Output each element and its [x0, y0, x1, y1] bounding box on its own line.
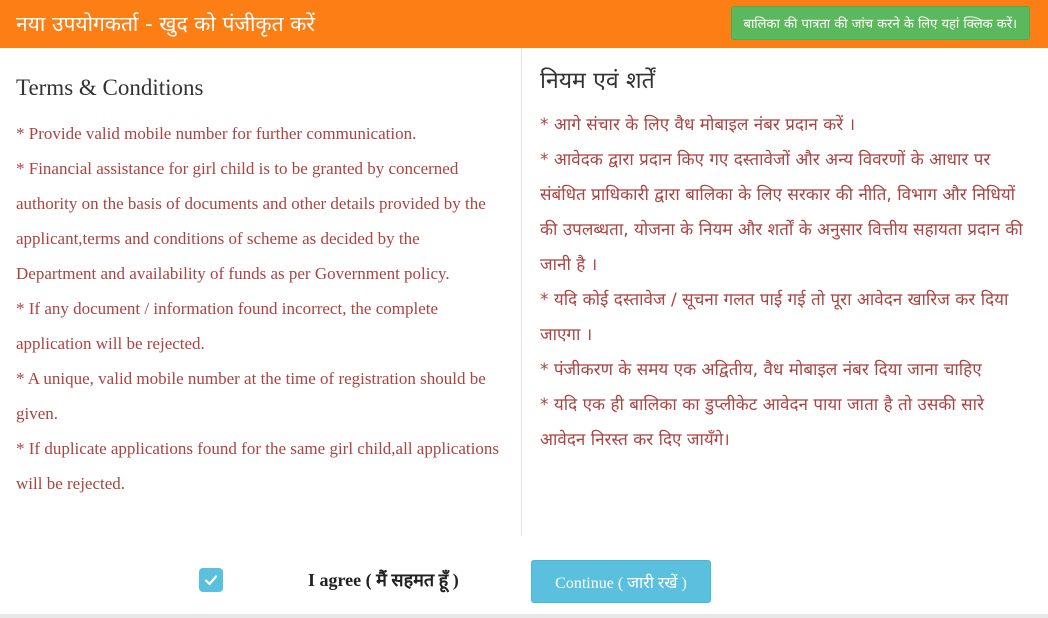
terms-hindi-list: [540, 108, 1032, 458]
terms-english-list: [16, 116, 503, 501]
terms-english-title: Terms & Conditions: [16, 75, 204, 100]
page-header: [0, 0, 1048, 48]
terms-hindi-item: * यदि कोई दस्तावेज / सूचना गलत पाई गई तो पूरा आवेदन खारिज कर दिया जाएगा ।: [540, 290, 1009, 345]
agree-label: I agree ( मैं सहमत हूँ ): [308, 570, 459, 590]
terms-english-item: * Financial assistance for girl child is to be granted by concerned authority on the basis of documents and other details provided by the applicant,terms and conditions of scheme as decided by the Department and availability of funds as per Government policy.: [16, 159, 486, 283]
terms-english-item: * A unique, valid mobile number at the time of registration should be given.: [16, 369, 486, 423]
terms-hindi-item: * यदि एक ही बालिका का डुप्लीकेट आवेदन पाया जाता है तो उसकी सारे आवेदन निरस्त कर दिए जायँगे।: [540, 395, 985, 450]
terms-english-item: * Provide valid mobile number for further communication.: [16, 124, 417, 143]
terms-hindi-title: नियम एवं शर्तें: [540, 68, 655, 94]
terms-hindi-item: * आवेदक द्वारा प्रदान किए गए दस्तावेजों और अन्य विवरणों के आधार पर संबंधित प्राधिकारी द्वारा बालिका के लिए सरकार की नीति, विभाग और निधियों की उपलब्धता, योजना के नियम और शर्तों के अनुसार वित्तीय सहायता प्रदान की जानी है ।: [540, 150, 1023, 275]
terms-hindi-item: * आगे संचार के लिए वैध मोबाइल नंबर प्रदान करें ।: [540, 115, 856, 135]
terms-english-item: * If any document / information found incorrect, the complete application will be rejected.: [16, 299, 439, 353]
terms-english-item: * If duplicate applications found for the same girl child,all applications will be rejected.: [16, 439, 499, 493]
form-footer: [0, 538, 1048, 618]
continue-button[interactable]: Continue ( जारी रखें ): [531, 560, 711, 603]
footer-border: [0, 614, 1048, 618]
check-eligibility-button[interactable]: बालिका की पात्रता की जांच करने के लिए यहां क्लिक करें।: [731, 6, 1030, 40]
terms-english-panel: [0, 48, 521, 536]
checkmark-icon: [203, 572, 219, 588]
agree-checkbox[interactable]: [199, 568, 223, 592]
terms-content: [0, 48, 1048, 538]
page-title: नया उपयोगकर्ता - खुद को पंजीकृत करें: [16, 12, 315, 36]
terms-hindi-item: * पंजीकरण के समय एक अद्वितीय, वैध मोबाइल नंबर दिया जाना चाहिए: [540, 360, 982, 380]
terms-hindi-panel: [522, 48, 1048, 536]
